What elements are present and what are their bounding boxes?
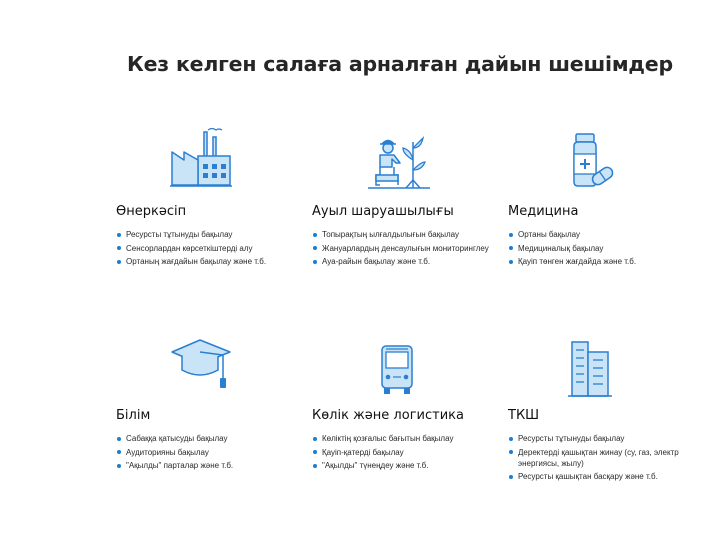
building-icon [568,338,638,400]
bullet-dot [509,475,513,479]
list-item: Аудиторияны бақылау [116,446,316,460]
list-item: Топырақтың ылғалдылығын бақылау [312,228,512,242]
list-item: Жануарлардың денсаулығын мониторинглеу [312,242,512,256]
list-item: Деректерді қашықтан жинау (су, газ, электр энергиясы, жылу) [508,446,680,471]
bullet-dot [117,464,121,468]
graduation-cap-icon [168,330,238,392]
card-heading: Білім [116,408,151,423]
list-item: Көліктің қозғалыс бағытын бақылау [312,432,512,446]
card-heading: ТКШ [508,408,540,423]
bus-icon [376,342,446,404]
card-heading: Медицина [508,204,579,219]
page-title: Кез келген салаға арналған дайын шешімдер [127,52,673,76]
card-medicine [508,126,708,276]
list-item: Ауа-райын бақылау және т.б. [312,255,512,269]
bullet-dot [117,260,121,264]
bullet-dot [313,437,317,441]
bullet-dot [313,450,317,454]
bullet-dot [313,260,317,264]
list-item: Медициналық бақылау [508,242,708,256]
bullet-dot [509,450,513,454]
bullet-dot [313,233,317,237]
bullet-dot [313,246,317,250]
feature-list [508,228,708,269]
card-agriculture [312,126,512,276]
feature-list [116,432,316,473]
feature-list [312,228,512,269]
card-heading: Ауыл шаруашылығы [312,204,454,219]
bullet-dot [509,437,513,441]
list-item: Ресурсты тұтынуды бақылау [508,432,680,446]
bullet-dot [509,233,513,237]
card-transport [312,330,512,480]
card-utilities [508,330,708,490]
list-item: Сабаққа қатысуды бақылау [116,432,316,446]
card-heading: Көлік және логистика [312,408,464,423]
card-education [116,330,316,480]
bullet-dot [117,246,121,250]
farmer-plant-icon [368,128,438,190]
card-industry [116,126,316,276]
list-item: Қауіп төнген жағдайда және т.б. [508,255,708,269]
list-item: Ресурсты тұтынуды бақылау [116,228,316,242]
bullet-dot [313,464,317,468]
list-item: Ортаны бақылау [508,228,708,242]
list-item: Сенсорлардан көрсеткіштерді алу [116,242,316,256]
list-item: "Ақылды" парталар және т.б. [116,459,316,473]
bullet-dot [509,246,513,250]
feature-list [116,228,316,269]
factory-icon [170,126,240,188]
bullet-dot [509,260,513,264]
card-heading: Өнеркәсіп [116,204,187,219]
bullet-dot [117,450,121,454]
bullet-dot [117,233,121,237]
bullet-dot [117,437,121,441]
list-item: Ресурсты қашықтан басқару және т.б. [508,470,680,484]
list-item: Қауіп-қатерді бақылау [312,446,512,460]
medicine-bottle-icon [568,132,638,194]
list-item: Ортаның жағдайын бақылау және т.б. [116,255,316,269]
feature-list [508,432,680,484]
feature-list [312,432,512,473]
list-item: "Ақылды" түнеңдеу және т.б. [312,459,512,473]
